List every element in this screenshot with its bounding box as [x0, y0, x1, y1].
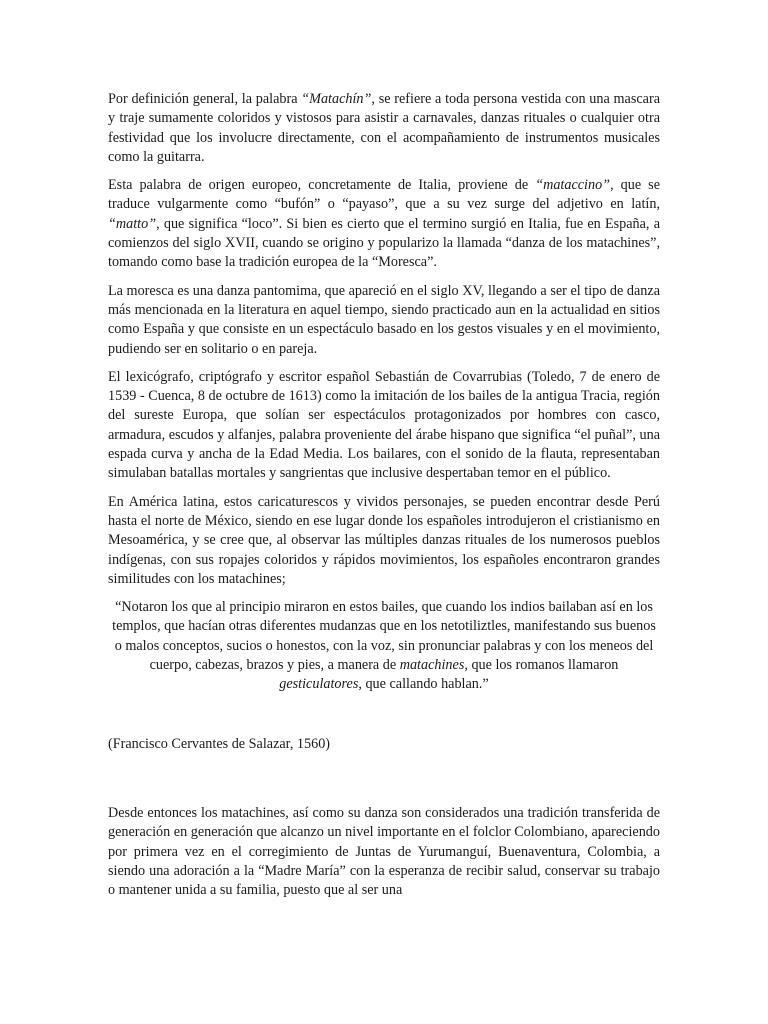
citation: (Francisco Cervantes de Salazar, 1560) [108, 735, 331, 752]
paragraph-moresca: La moresca es una danza pantomima, que apareció en el siglo XV, llegando a ser el tipo de danza más mencionada en la literatura en aquel tiempo, siendo practicado aun en la actualidad en sitios como España y que consiste en un espectáculo basado en los gestos visuales y en el movimiento, pudiendo ser en solitario o en pareja. [108, 282, 660, 357]
paragraph-covarrubias: El lexicógrafo, criptógrafo y escritor español Sebastián de Covarrubias (Toledo, 7 de enero de 1539 - Cuenca, 8 de octubre de 1613) como la imitación de los bailes de la antigua Tracia, región del sureste Europa, que solían ser espectáculos protagonizados por hombres con casco, armadura, escudos y alfanjes, palabra proveniente del árabe hispano que significa “el puñal”, una espada curva y ancha de la Edad Media. Los bailares, con el sonido de la flauta, representaban simulaban batallas mortales y sangrientas que inclusive despertaban temor en el público. [108, 368, 660, 482]
paragraph-america-latina: En América latina, estos caricaturescos y vividos personajes, se pueden encontrar desde Perú hasta el norte de México, siendo en ese lugar donde los españoles introdujeron el cristianismo en Mesoamérica, y se cree que, al observar las múltiples danzas rituales de los numerosos pueblos indígenas, con sus ropajes coloridos y rápidos movimientos, los españoles encontraron grandes similitudes con los matachines; [108, 493, 660, 587]
paragraph-closing: Desde entonces los matachines, así como su danza son considerados una tradición transferida de generación en generación que alcanzo un nivel importante en el folclor Colombiano, apareciendo por primera vez en el corregimiento de Juntas de Yurumanguí, Buenaventura, Colombia, a siendo una adoración a la “Madre María” con la esperanza de recibir salud, conservar su trabajo o mantener unida a su familia, puesto que al ser una [108, 804, 660, 899]
paragraph-definition: Por definición general, la palabra “Matachín”, se refiere a toda persona vestida con una mascara y traje sumamente coloridos y vistosos para asistir a carnavales, danzas rituales o cualquier otra festividad que los involucre directamente, con el acompañamiento de instrumentos musicales como la guitarra. [108, 91, 660, 165]
document-page [108, 90, 660, 909]
block-quote: “Notaron los que al principio miraron en estos bailes, que cuando los indios bailaban así en los templos, que hacían otras diferentes mudanzas que en los netotiliztles, manifestando sus buenos o malos conceptos, sucios o honestos, con la voz, sin pronunciar palabras y con los meneos del cuerpo, cabezas, brazos y pies, a manera de matachines, que los romanos llamaron gesticulatores, que callando hablan.” [112, 599, 656, 693]
paragraph-origin: Esta palabra de origen europeo, concretamente de Italia, proviene de “mataccino”, que se traduce vulgarmente como “bufón” o “payaso”, que a su vez surge del adjetivo en latín, “matto”, que significa “loco”. Si bien es cierto que el termino surgió en Italia, fue en España, a comienzos del siglo XVII, cuando se origino y popularizo la llamada “danza de los matachines”, tomando como base la tradición europea de la “Moresca”. [108, 177, 660, 271]
